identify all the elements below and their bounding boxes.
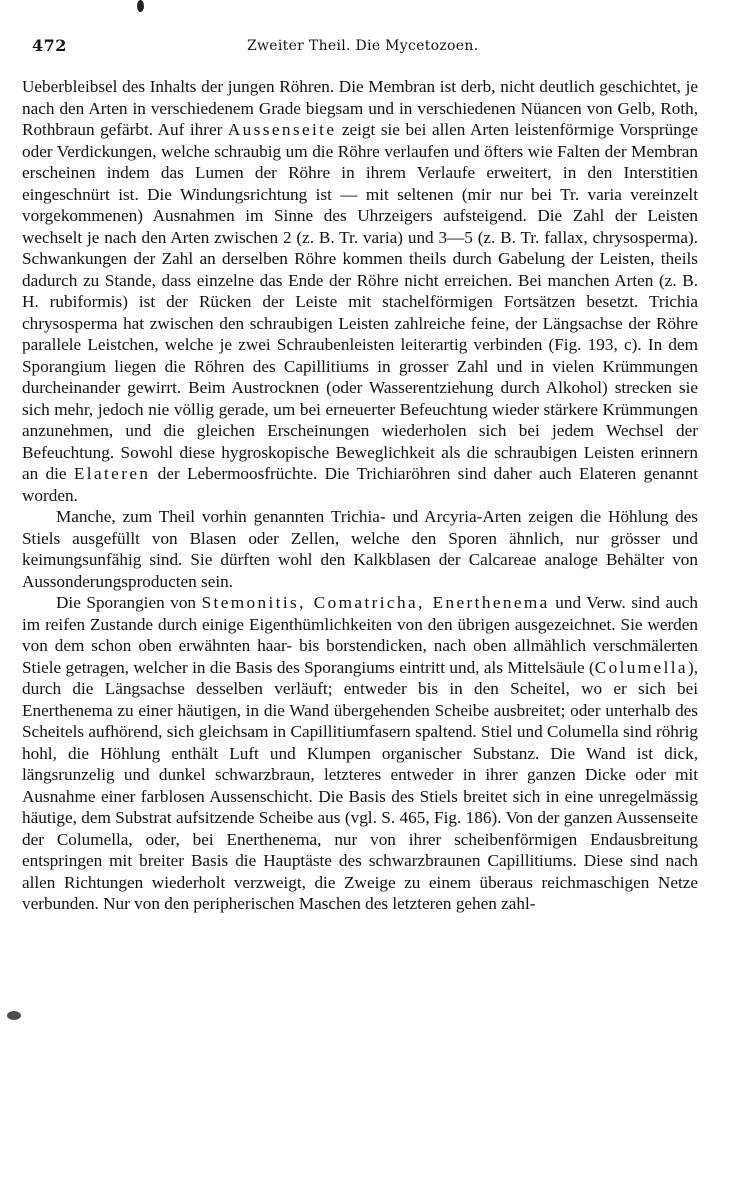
paragraph [22,76,698,506]
paragraph [22,592,698,915]
ink-smudge-mark [137,0,144,12]
text-run: der Lebermoosfrüchte. Die Trichiaröhren sind daher auch Elateren genannt worden. [22,464,698,505]
emphasized-term: Columella [594,657,688,677]
text-run: Ueberbleibsel des Inhalts der jungen Röhren. Die Membran ist derb, nicht deutlich geschichtet, je nach den Arten in verschiedenem Grade biegsam und in verschiedenen Nüancen von Gelb, Roth, Rothbraun gefärbt. Auf ihrer [22,77,698,139]
text-run: zeigt sie bei allen Arten leistenförmige Vorsprünge oder Verdickungen, welche schraubig um die Röhre verlaufen und öfters wie Falten der Membran erscheinen indem das Lumen der Röhre in ihrem Verlaufe erweitert, in den Interstitien eingeschnürt ist. Die Windungsrichtung ist — mit seltenen (mir nur bei Tr. varia vereinzelt vorgekommenen) Ausnahmen im Sinne des Uhrzeigers aufsteigend. Die Zahl der Leisten wechselt je nach den Arten zwischen 2 (z. B. Tr. varia) und 3—5 (z. B. Tr. fallax, chrysosperma). Schwankungen der Zahl an derselben Röhre kommen theils durch Gabelung der Leisten, theils dadurch zu Stande, dass einzelne das Ende der Röhre nicht erreichen. Bei manchen Arten (z. B. H. rubiformis) ist der Rücken der Leiste mit stachelförmigen Fortsätzen besetzt. Trichia chrysosperma hat zwischen den schraubigen Leisten zahlreiche feine, der Längsachse der Röhre parallele Leistchen, welche je zwei Schraubenleisten leiterartig verbinden (Fig. 193, c). In dem Sporangium liegen die Röhren des Capillitiums in grosser Zahl und in vielen Krümmungen durcheinander gewirrt. Beim Austrocknen (oder Wasserentziehung durch Alkohol) strecken sie sich mehr, jedoch nie völlig gerade, um bei erneuerter Befeuchtung wieder stärkere Krümmungen anzunehmen, und die gleichen Erscheinungen wiederholen sich bei jedem Wechsel der Befeuchtung. Sowohl diese hygroskopische Beweglichkeit als die schraubigen Leisten erinnern an die [22,120,699,483]
running-title: Zweiter Theil. Die Mycetozoen. [247,38,479,54]
emphasized-term: Aussenseite [227,120,337,139]
body-text [22,76,698,915]
text-run: ), durch die Längsachse desselben verläuft; entweder bis in den Scheitel, wo er sich bei Enerthenema zu einer häutigen, in die Wand übergehenden Scheibe ausbreitet; oder unterhalb des Scheitels aufhörend, sich gleichsam in Capillitiumfasern spaltend. Stiel und Columella sind röhrig hohl, die Höhlung enthält Luft und Klumpen organischer Substanz. Die Wand ist dick, längsrunzelig und dunkel schwarzbraun, letzteres entweder in ihrer ganzen Dicke oder mit Ausnahme einer farblosen Aussenschicht. Die Basis des Stiels breitet sich in eine unregelmässig häutige, dem Substrat aufsitzende Scheibe aus (vgl. S. 465, Fig. 186). Von der ganzen Aussenseite der Columella, oder, bei Enerthenema, nur von ihrer scheibenförmigen Endausbreitung entspringen mit breiter Basis die Hauptäste des schwarzbraunen Capillitiums. Diese sind nach allen Richtungen wiederholt verzweigt, die Zweige zu einem überaus reichmaschigen Netze verbunden. Nur von den peripherischen Maschen des letzteren gehen zahl- [22,657,698,913]
emphasized-term: Elateren [73,464,151,483]
ink-smudge-mark [7,1011,21,1020]
emphasized-term: Stemonitis, Comatricha, Enerthenema [201,593,550,612]
text-run: und Verw. sind auch im reifen Zustande durch einige Eigenthümlichkeiten von den übrigen ausgezeichnet. Sie werden von dem schon oben erwähnten haar- bis borstendicken, nach oben allmählich verschmälerten Stiele getragen, welcher in die Basis des Sporangiums eintritt und, als Mittelsäule ( [22,593,698,677]
page-header [32,36,696,58]
paragraph: Manche, zum Theil vorhin genannten Trichia- und Arcyria-Arten zeigen die Höhlung des Stiels ausgefüllt von Blasen oder Zellen, welche den Sporen ähnlich, nur grösser und keimungsunfähig sind. Sie dürften wohl den Kalkblasen der Calcareae analoge Behälter von Aussonderungsproducten sein. [22,507,698,591]
page-number: 472 [32,36,67,55]
text-run: Die Sporangien von [56,593,202,612]
